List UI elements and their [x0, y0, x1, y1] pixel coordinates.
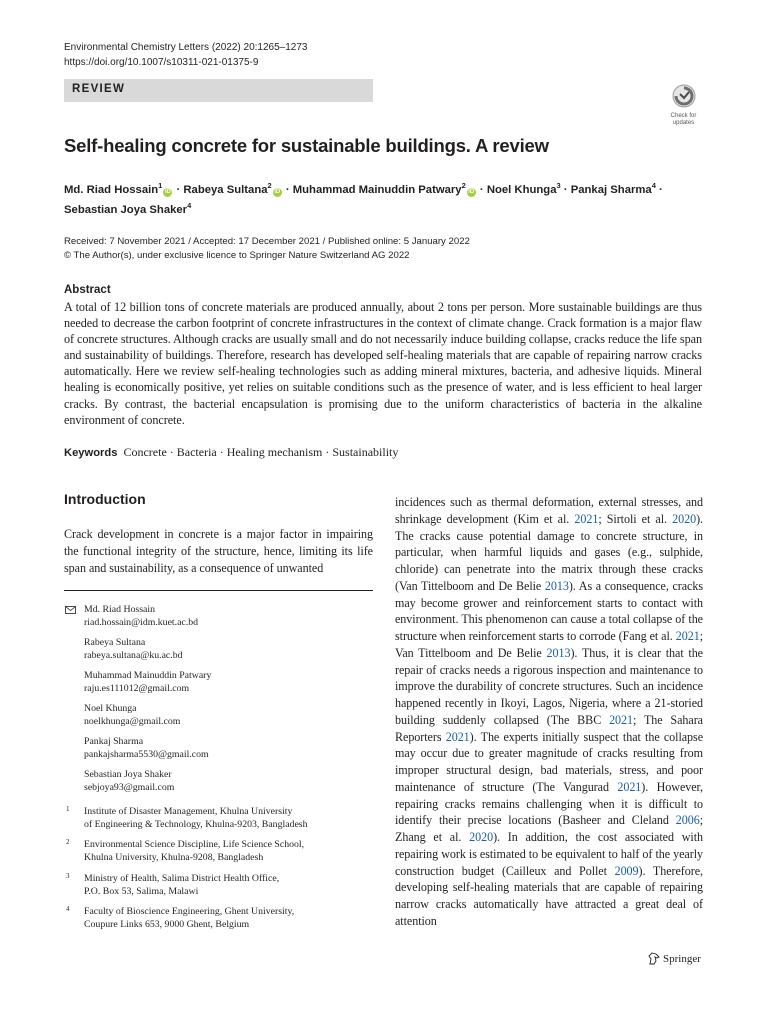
copyright-line: © The Author(s), under exclusive licence to Springer Nature Switzerland AG 2022: [64, 249, 410, 261]
contact-list: [64, 604, 373, 802]
doi-link[interactable]: https://doi.org/10.1007/s10311-021-01375-9: [64, 56, 259, 68]
check-for-updates-badge[interactable]: [661, 84, 706, 125]
affiliation-line: Institute of Disaster Management, Khulna University: [84, 806, 293, 817]
affiliation-entry: [64, 906, 373, 931]
contact-email[interactable]: rabeya.sultana@ku.ac.bd: [84, 649, 183, 661]
contact-entry: [64, 637, 373, 662]
text-run: ). Thus, it is clear that the repair of cracks needs a rigorous inspection and maintenance to improve the durability of concrete structures. Such an incidence happened recently in Ikoyi, Lagos, Nigeria, where a 21-storied building suddenly collapsed (The BBC: [395, 645, 703, 727]
affiliation-line: P.O. Box 53, Salima, Malawi: [84, 885, 199, 897]
affiliation-list: [64, 806, 373, 940]
introduction-heading: Introduction: [64, 491, 146, 507]
section-bar: [64, 79, 373, 102]
contact-entry: [64, 736, 373, 761]
affiliation-line: Ministry of Health, Salima District Health Office,: [84, 872, 280, 884]
contact-name: Noel Khunga: [84, 702, 137, 714]
affiliation-line: Coupure Links 653, 9000 Ghent, Belgium: [84, 919, 250, 931]
affiliation-number: 3: [66, 871, 70, 880]
contact-name: Md. Riad Hossain: [84, 604, 156, 615]
text-run: ; The Sahara Reporters: [395, 712, 703, 744]
text-run: ; Zhang et al.: [395, 813, 703, 844]
citation-link[interactable]: 2021: [574, 511, 599, 526]
citation-link[interactable]: 2020: [672, 511, 697, 526]
citation-link[interactable]: 2021: [617, 779, 642, 794]
springer-horse-icon: [648, 952, 660, 965]
intro-left-text: Crack development in concrete is a major factor in impairing the functional integrity of the structure, hence, limiting its life span and sustainability, as a consequence of unwanted: [64, 527, 373, 576]
affiliation-number: 1: [66, 805, 70, 813]
author-name[interactable]: Rabeya Sultana: [183, 183, 268, 196]
contact-email[interactable]: raju.es111012@gmail.com: [84, 682, 190, 694]
citation-link[interactable]: 2021: [675, 629, 700, 643]
contact-email[interactable]: pankajsharma5530@gmail.com: [84, 748, 209, 760]
check-updates-icon: [671, 84, 697, 108]
citation-link[interactable]: 2009: [614, 863, 639, 878]
publisher-name: Springer: [663, 953, 701, 965]
footnote-divider: [64, 590, 373, 591]
dates-line: Received: 7 November 2021 / Accepted: 17 December 2021 / Published online: 5 January 2022: [64, 236, 470, 247]
badge-line1: Check for: [670, 113, 697, 119]
author-name[interactable]: Pankaj Sharma: [570, 183, 652, 196]
text-run: ). The experts initially suspect that the collapse may occur due to greater magnitude of cracks resulting from improper structural design, bad materials, stress, and poor maintenance of structure (The Vangurad: [395, 729, 703, 794]
keywords-list: Concrete · Bacteria · Healing mechanism · Sustainability: [123, 445, 399, 459]
contact-name: Rabeya Sultana: [84, 636, 146, 648]
affiliation-line: Faculty of Bioscience Engineering, Ghent University,: [84, 906, 295, 918]
author-affil-sup: 4: [187, 200, 192, 210]
author-separator: ·: [560, 183, 571, 196]
text-run: ; Van Tittelboom and De Belie: [395, 629, 703, 660]
citation-link[interactable]: 2013: [546, 645, 571, 660]
orcid-icon[interactable]: iD: [468, 188, 475, 195]
section-label: REVIEW: [72, 83, 126, 95]
text-run: ). However, repairing cracks remains challenging when it is difficult to identify their precise locations (Basheer and Cleland: [395, 779, 703, 828]
author-affil-sup: 4: [651, 181, 656, 190]
author-name[interactable]: Muhammad Mainuddin Patwary: [292, 183, 462, 196]
author-list: [64, 178, 714, 218]
citation-link[interactable]: 2021: [445, 729, 470, 744]
contact-email[interactable]: noelkhunga@gmail.com: [84, 715, 181, 727]
orcid-icon[interactable]: iD: [274, 188, 281, 195]
abstract-text: A total of 12 billion tons of concrete materials are produced annually, about 2 tons per person. More sustainable buildings are thus needed to decrease the carbon footprint of concrete infrastructures in the context of climate change. Crack formation is a major flaw of concrete structures. Although cracks are usually small and do not necessarily induce building collapse, cracks reduce the life span and sustainability of buildings. Therefore, research has developed self-healing materials that are capable of repairing narrow cracks automatically. Here we review self-healing technologies such as adding mineral mixtures, bacteria, and adhesive liquids. Mineral healing is economically positive, yet relies on suitable conditions such as the presence of water, and is less efficient to heal larger cracks. By contrast, the bacterial encapsulation is promising due to the uniform characteristics of bacteria in the alkaline environment of concrete.: [64, 300, 702, 427]
citation-link[interactable]: 2013: [544, 578, 569, 593]
publisher-footer: [648, 952, 701, 965]
text-run: incidences such as thermal deformation, external stresses, and shrinkage development (Kim et al.: [395, 495, 703, 526]
text-run: ; Sirtoli et al.: [598, 511, 673, 526]
affiliation-line: Khulna University, Khulna-9208, Bangladesh: [84, 852, 264, 864]
contact-email[interactable]: sebjoya93@gmail.com: [84, 781, 175, 793]
intro-right-text: [395, 494, 703, 930]
contact-entry: [64, 604, 373, 629]
author-affil-sup: 1: [158, 181, 163, 190]
abstract-heading: Abstract: [64, 284, 111, 296]
affiliation-entry: [64, 806, 373, 831]
contact-entry: [64, 769, 373, 794]
text-run: ). The cracks cause potential damage to concrete structure, in particular, when harmful liquids and gases (e.g., sulphide, chloride) can penetrate into the matrix through these cracks (Van Tittelboom and De Belie: [395, 511, 703, 593]
author-separator: ·: [476, 183, 487, 196]
envelope-icon: [65, 606, 76, 614]
keywords-label: Keywords: [64, 447, 118, 459]
affiliation-line: Environmental Science Discipline, Life Science School,: [84, 839, 305, 851]
affiliation-number: 4: [66, 905, 70, 914]
author-name[interactable]: Noel Khunga: [486, 183, 557, 196]
author-separator: ·: [173, 183, 184, 196]
badge-line2: updates: [672, 119, 695, 126]
journal-citation: [64, 41, 307, 70]
affiliation-entry: [64, 873, 373, 898]
contact-name: Muhammad Mainuddin Patwary: [84, 669, 212, 681]
citation-link[interactable]: 2006: [675, 813, 700, 828]
keywords: [64, 445, 398, 460]
contact-name: Pankaj Sharma: [84, 735, 144, 747]
journal-line: Environmental Chemistry Letters (2022) 20:1265–1273: [64, 42, 308, 53]
affiliation-number: 2: [66, 838, 70, 847]
contact-entry: [64, 670, 373, 695]
author-separator: ·: [655, 183, 663, 196]
author-name[interactable]: Sebastian Joya Shaker: [64, 203, 188, 216]
citation-link[interactable]: 2020: [469, 830, 494, 844]
contact-name: Sebastian Joya Shaker: [84, 768, 172, 780]
affiliation-entry: [64, 839, 373, 864]
affiliation-line: of Engineering & Technology, Khulna-9203, Bangladesh: [84, 818, 308, 830]
text-run: ). As a consequence, cracks may become grower and reinforcement starts to contact with environment. This phenomenon can cause a total collapse of the structure when reinforcement starts to corrode (Fang et al.: [395, 578, 703, 643]
author-affil-sup: 2: [461, 181, 466, 190]
author-affil-sup: 2: [267, 181, 272, 190]
author-affil-sup: 3: [556, 181, 561, 190]
author-name[interactable]: Md. Riad Hossain: [64, 183, 159, 196]
contact-entry: [64, 703, 373, 728]
article-title: Self-healing concrete for sustainable buildings. A review: [64, 135, 549, 156]
text-run: ). In addition, the cost associated with repairing work is estimated to be equivalent to half of the yearly construction budget (Cailleux and Pollet: [395, 830, 703, 878]
publication-dates: [64, 235, 470, 262]
text-run: ). Therefore, developing self-healing materials that are capable of repairing narrow cracks automatically have attracted a great deal of attention: [395, 863, 704, 928]
orcid-icon[interactable]: iD: [164, 188, 171, 195]
citation-link[interactable]: 2021: [609, 712, 634, 727]
contact-email[interactable]: riad.hossain@idm.kuet.ac.bd: [84, 616, 199, 628]
author-separator: ·: [282, 183, 293, 196]
